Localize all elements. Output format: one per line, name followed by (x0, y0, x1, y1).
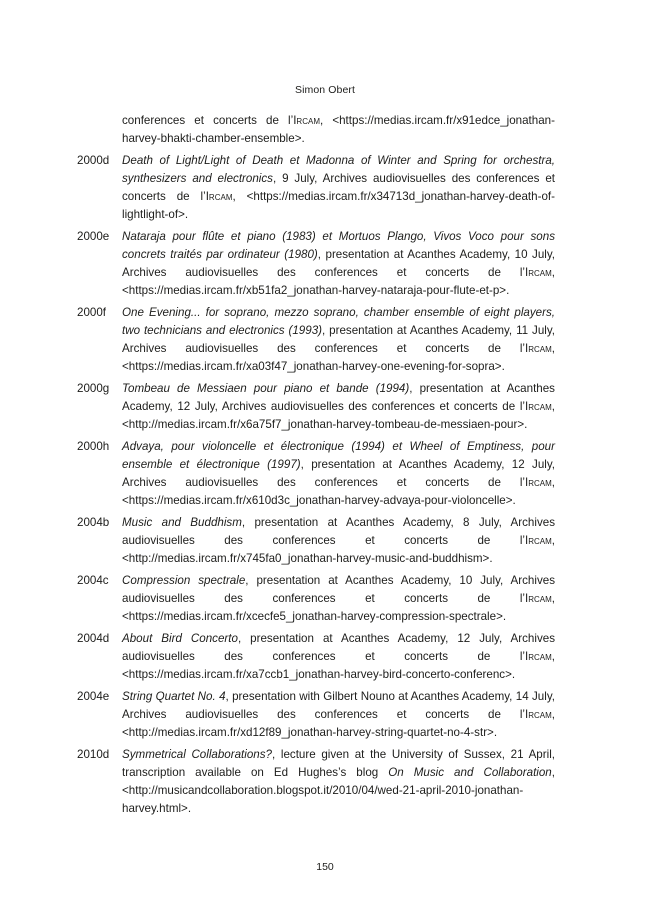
entry-organization: Ircam (293, 114, 320, 127)
entry-title: Tombeau de Messiaen pour piano et bande (1994) (122, 382, 410, 396)
entry-body (122, 746, 555, 818)
entry-key: 2000e (77, 229, 110, 243)
entry-title: About Bird Concerto (122, 632, 238, 646)
entry-key: 2000f (77, 306, 107, 319)
bibliography-entry (77, 380, 555, 434)
bibliography-entry (77, 630, 555, 684)
entry-title: String Quartet No. 4 (122, 690, 226, 703)
entry-url[interactable]: , <http://medias.ircam.fr/x6a75f7_jonathan-harvey-tombeau-de-messiaen-pour>. (122, 400, 555, 432)
bibliography-entry (77, 304, 555, 376)
bibliography-entry (77, 152, 555, 224)
entry-organization: Ircam (205, 190, 233, 204)
entry-body (122, 630, 555, 684)
entry-text: , presentation at Acanthes Academy, 12 July, Archives audiovisuelles des conferences et concerts de l’ (122, 458, 555, 490)
entry-key: 2000d (77, 153, 110, 167)
entry-blog-title: On Music and Collaboration (388, 766, 552, 780)
entry-title: Nataraja pour flûte et piano (1983) et Mortuos Plango, Vivos Voco pour sons concrets traités par ordinateur (1980) (122, 229, 555, 262)
entry-text: , 9 July, Archives audiovisuelles des conferences et concerts de l’ (122, 171, 555, 204)
entry-organization: Ircam (524, 266, 552, 280)
entry-key: 2004b (77, 516, 110, 530)
entry-url[interactable]: , <https://medias.ircam.fr/xa7ccb1_jonathan-harvey-bird-concerto-conferenc>. (122, 650, 555, 682)
entry-text: , presentation at Acanthes Academy, 10 July, Archives audiovisuelles des conferences et concerts de l’ (122, 574, 555, 606)
entry-text: , presentation at Acanthes Academy, 11 July, Archives audiovisuelles des conferences et concerts de l’ (122, 324, 556, 356)
entry-text: , presentation at Acanthes Academy, 12 July, Archives audiovisuelles des conferences et concerts de l’ (122, 382, 555, 414)
bibliography-entry (77, 514, 555, 568)
entry-url[interactable]: , <https://medias.ircam.fr/x34713d_jonathan-harvey-death-of-lightlight-of>. (122, 190, 555, 222)
entry-body (122, 688, 555, 742)
bibliography-entry (77, 746, 555, 818)
entry-body (122, 304, 555, 376)
entry-key: 2004c (77, 574, 109, 588)
entry-url[interactable]: , <https://medias.ircam.fr/xb51fa2_jonathan-harvey-nataraja-pour-flute-et-p>. (122, 266, 555, 298)
entry-body (122, 514, 555, 568)
entry-body (122, 380, 555, 434)
bibliography-entry (77, 228, 555, 300)
entry-title: Compression spectrale (122, 574, 246, 588)
entry-key: 2004d (77, 632, 110, 646)
entry-url[interactable]: , <https://medias.ircam.fr/x91edce_jonathan-harvey-bhakti-chamber-ensemble>. (122, 114, 555, 146)
entry-url[interactable]: , <http://medias.ircam.fr/xd12f89_jonathan-harvey-string-quartet-no-4-str>. (122, 708, 555, 740)
entry-text: conferences et concerts de l’ (122, 114, 294, 127)
entry-title: Symmetrical Collaborations? (122, 747, 272, 761)
entry-url[interactable]: , <https://medias.ircam.fr/xa03f47_jonathan-harvey-one-evening-for-sopra>. (122, 342, 555, 374)
entry-key: 2010d (77, 747, 110, 761)
entry-key: 2004e (77, 690, 110, 703)
entry-organization: Ircam (524, 592, 552, 606)
bibliography-entry (77, 572, 555, 626)
entry-key: 2000h (77, 440, 110, 454)
entry-text: , presentation at Acanthes Academy, 10 July, Archives audiovisuelles des conferences et concerts de l’ (122, 248, 556, 280)
bibliography-entry (77, 688, 555, 742)
entry-text: , lecture given at the University of Sussex, 21 April, transcription available on Ed Hughes’s blog (122, 747, 555, 780)
entry-organization: Ircam (524, 400, 552, 414)
entry-url[interactable]: , <https://medias.ircam.fr/x610d3c_jonathan-harvey-advaya-pour-violoncelle>. (122, 476, 555, 508)
entry-title: Music and Buddhism (122, 516, 242, 530)
entry-organization: Ircam (524, 708, 552, 722)
bibliography-entry (77, 112, 555, 148)
entry-key (77, 112, 122, 148)
entry-title: Death of Light/Light of Death et Madonna of Winter and Spring for orchestra, synthesizers and electronics (122, 153, 555, 185)
entry-organization: Ircam (524, 342, 552, 356)
page-number: 150 (316, 861, 334, 873)
entry-organization: Ircam (524, 476, 552, 490)
running-head: Simon Obert (294, 84, 356, 96)
entry-organization: Ircam (524, 650, 552, 664)
entry-body (122, 228, 555, 300)
entry-text: , presentation with Gilbert Nouno at Acanthes Academy, 14 July, Archives audiovisuelles des conferences et concerts de l’ (122, 690, 555, 722)
entry-url[interactable]: , <http://musicandcollaboration.blogspot.it/2010/04/wed-21-april-2010-jonathan-harvey.html>. (122, 766, 555, 816)
entry-body (122, 112, 555, 148)
entry-body (122, 572, 555, 626)
entry-url[interactable]: , <https://medias.ircam.fr/xcecfe5_jonathan-harvey-compression-spectrale>. (122, 592, 555, 624)
entry-body (122, 152, 555, 224)
entry-key: 2000g (77, 382, 110, 396)
entry-organization: Ircam (524, 534, 552, 548)
entry-title: Advaya, pour violoncelle et électronique (1994) et Wheel of Emptiness, pour ensemble et électronique (1997) (122, 440, 555, 472)
bibliography-list (77, 112, 555, 822)
entry-url[interactable]: , <http://medias.ircam.fr/x745fa0_jonathan-harvey-music-and-buddhism>. (122, 534, 555, 566)
entry-text: , presentation at Acanthes Academy, 12 July, Archives audiovisuelles des conferences et concerts de l’ (122, 632, 555, 664)
bibliography-entry (77, 438, 555, 510)
entry-text: , presentation at Acanthes Academy, 8 July, Archives audiovisuelles des conferences et concerts de l’ (122, 516, 555, 548)
entry-body (122, 438, 555, 510)
entry-title: One Evening... for soprano, mezzo soprano, chamber ensemble of eight players, two technicians and electronics (1993) (122, 306, 555, 338)
